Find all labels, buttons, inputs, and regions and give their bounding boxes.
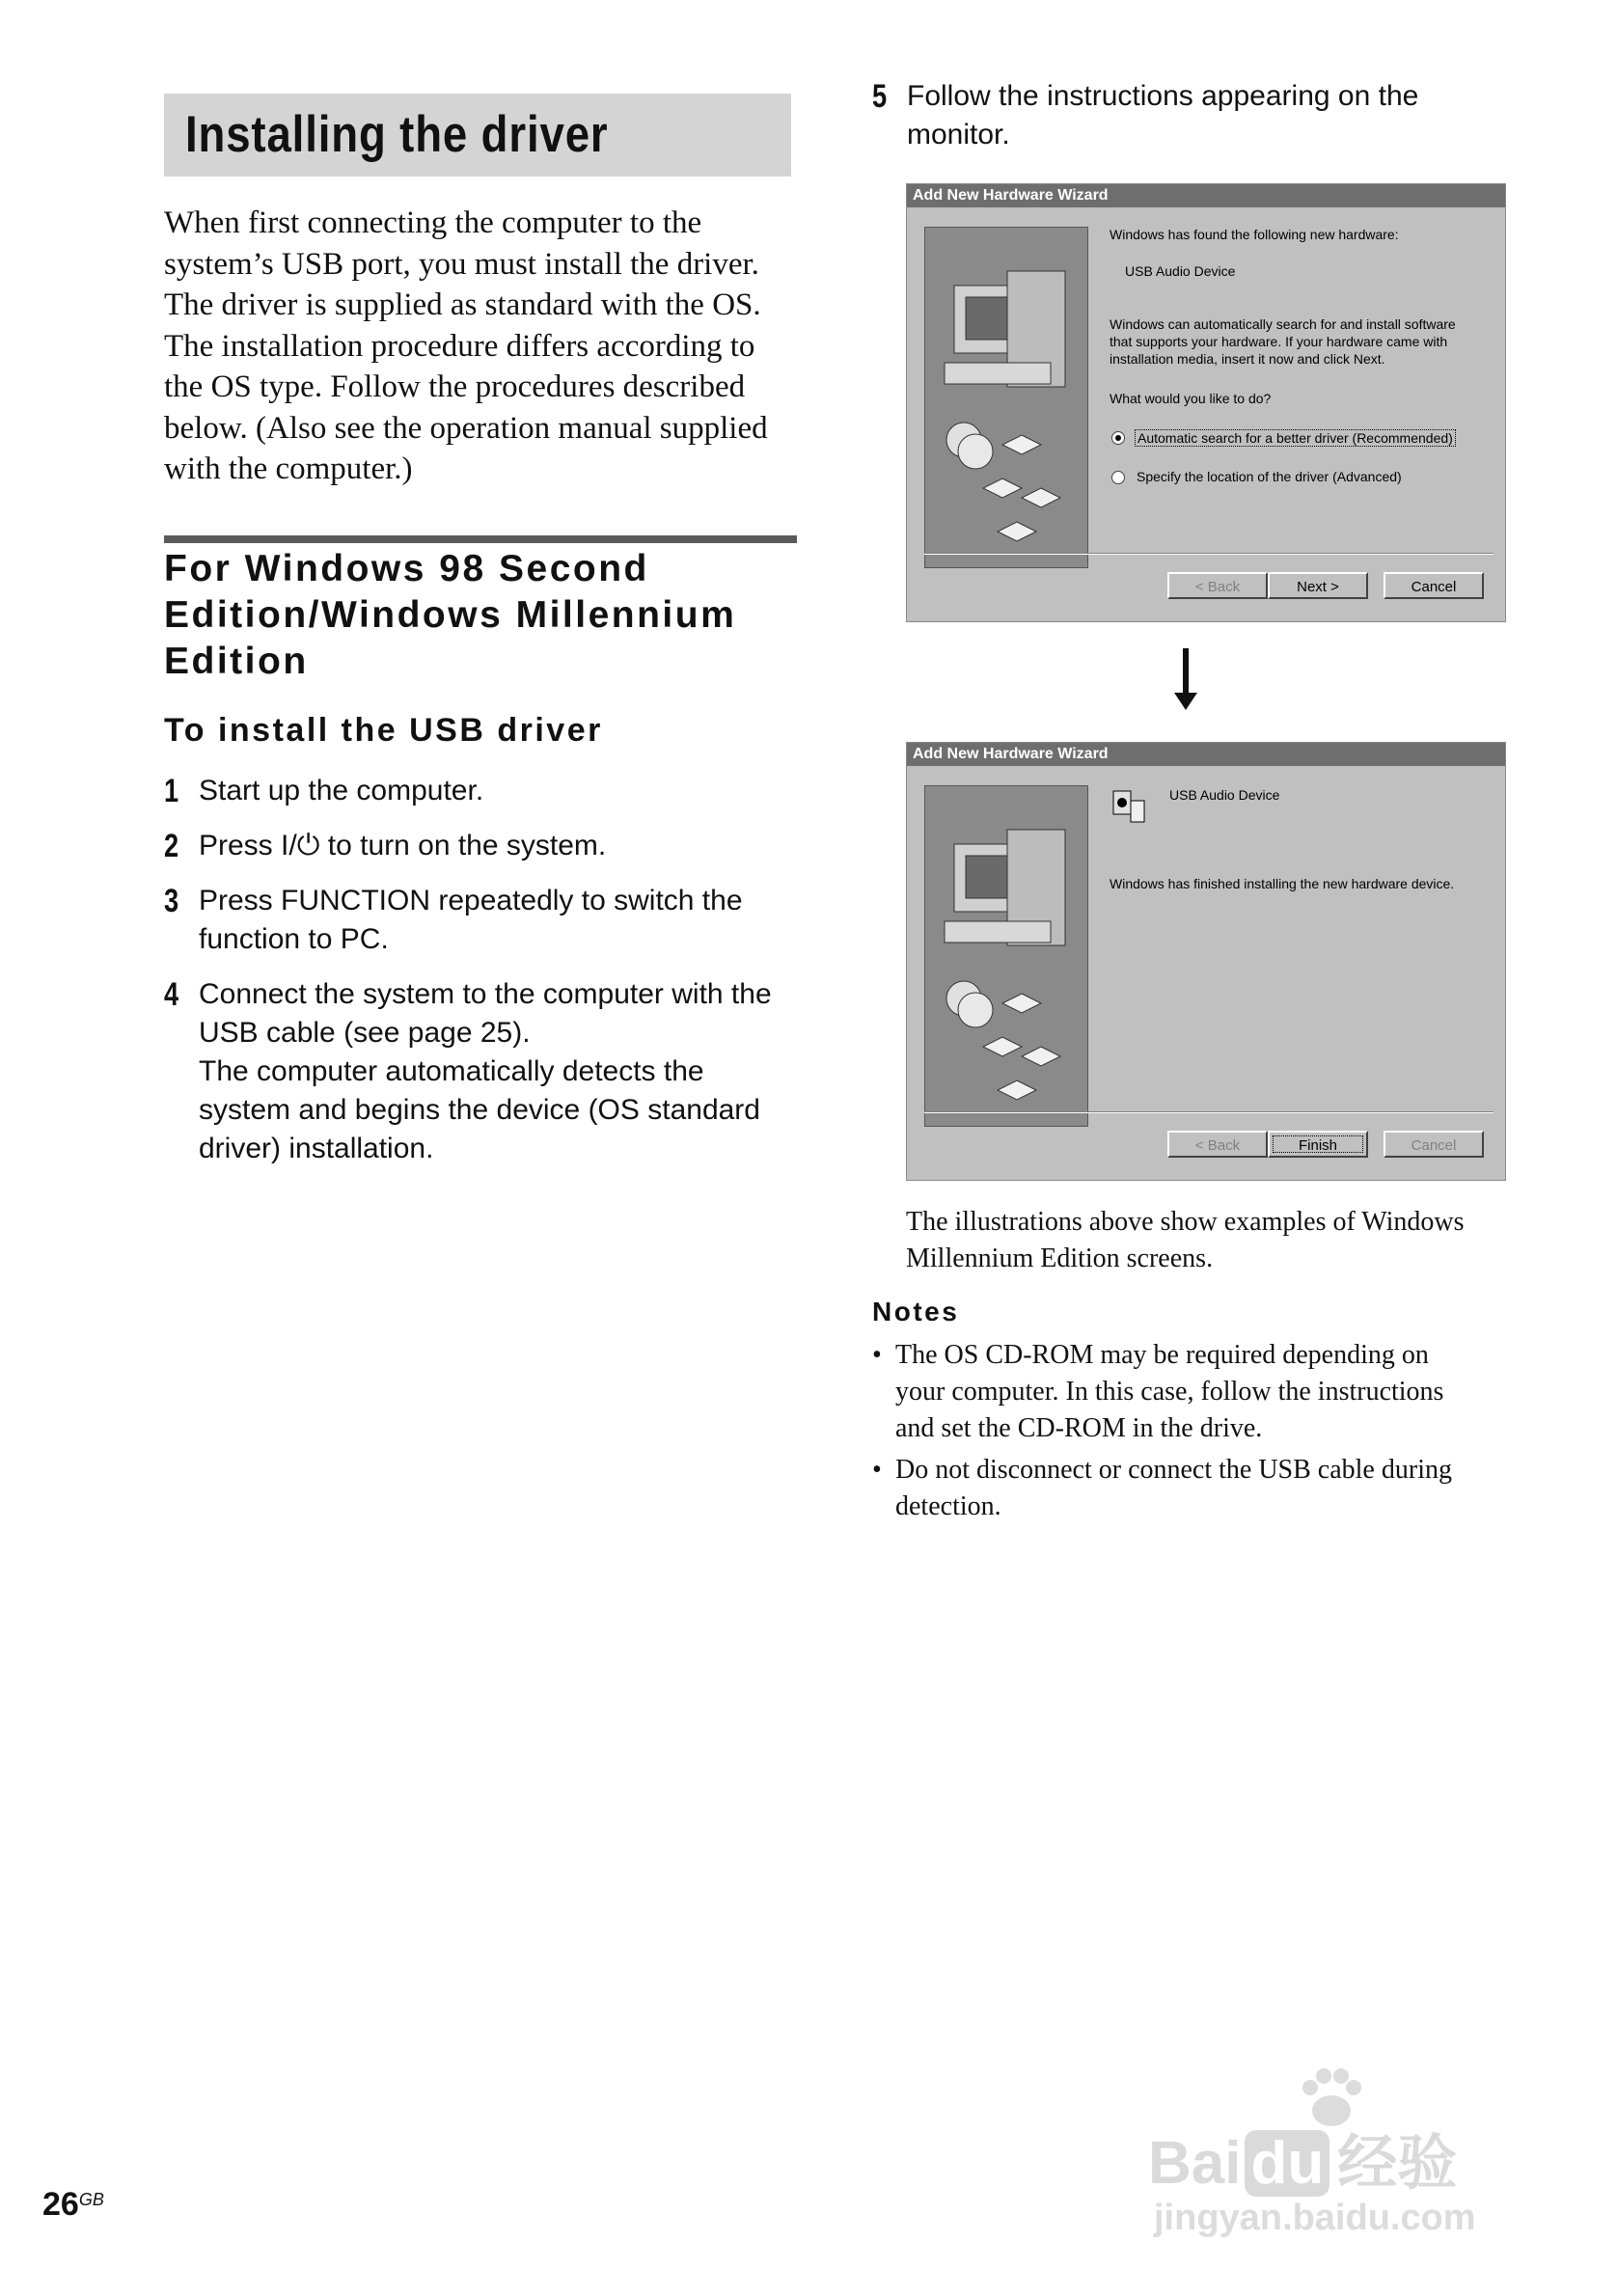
device-name: USB Audio Device	[1125, 263, 1236, 279]
auto-text-line: installation media, insert it now and click Next.	[1110, 351, 1385, 367]
auto-text-line: that supports your hardware. If your hardware came with	[1110, 334, 1448, 349]
question-text: What would you like to do?	[1110, 391, 1272, 406]
note-line: and set the CD-ROM in the drive.	[895, 1413, 1263, 1443]
note-item	[872, 1452, 1509, 1529]
page-region-suffix: GB	[78, 2190, 104, 2209]
radio-auto-search[interactable]	[1111, 431, 1125, 445]
section-title-line: Edition/Windows Millennium	[164, 594, 737, 636]
computer-illustration	[924, 785, 1088, 1127]
watermark-text: Bai	[1148, 2130, 1242, 2197]
computer-illustration	[924, 227, 1088, 568]
section-title	[164, 546, 801, 685]
step-number: 5	[872, 78, 888, 115]
wizard-screenshot-search	[906, 183, 1506, 622]
arrow-head-icon	[1174, 693, 1197, 710]
step-text: Press FUNCTION repeatedly to switch the	[199, 885, 743, 916]
step-text: USB cable (see page 25).	[199, 1017, 531, 1049]
radio-specify-location[interactable]	[1111, 471, 1125, 484]
auto-search-text	[1110, 315, 1456, 368]
step-text: Start up the computer.	[199, 775, 484, 806]
found-text: Windows has found the following new hardware:	[1110, 227, 1399, 242]
section-banner	[164, 94, 791, 177]
wizard-title: Add New Hardware Wizard	[913, 187, 1109, 204]
usb-device-icon	[1110, 785, 1148, 828]
step-text: The computer automatically detects the	[199, 1055, 704, 1087]
computer-cd-icon	[925, 786, 1087, 1126]
option-specify-label[interactable]: Specify the location of the driver (Advanced)	[1137, 469, 1402, 484]
wizard-screenshot-finished	[906, 742, 1506, 1181]
dialog-separator	[924, 553, 1494, 555]
step-text: Connect the system to the computer with the	[199, 978, 772, 1010]
notes-heading: Notes	[872, 1297, 960, 1326]
page-number-value: 26	[42, 2186, 79, 2223]
auto-text-line: Windows can automatically search for and install software	[1110, 316, 1456, 332]
step-text: Follow the instructions appearing on the	[907, 80, 1419, 112]
option-auto-search-label[interactable]: Automatic search for a better driver (Recommended)	[1135, 429, 1456, 447]
intro-line: system’s USB port, you must install the driver.	[164, 246, 759, 282]
bullet: •	[872, 1455, 882, 1485]
page-title: Installing the driver	[185, 106, 609, 163]
step-text: system and begins the device (OS standard	[199, 1094, 760, 1126]
intro-line: The driver is supplied as standard with the OS.	[164, 287, 761, 322]
step-text: monitor.	[907, 119, 1010, 150]
bullet: •	[872, 1340, 882, 1370]
step-number: 3	[164, 883, 179, 919]
finish-button[interactable]: Finish	[1268, 1131, 1368, 1158]
page-number	[42, 2186, 104, 2224]
back-button[interactable]: < Back	[1167, 1131, 1268, 1158]
wizard-titlebar	[907, 184, 1505, 207]
intro-paragraph	[164, 203, 801, 490]
cancel-button[interactable]: Cancel	[1384, 1131, 1484, 1158]
section-title-line: Edition	[164, 641, 309, 682]
finished-text: Windows has finished installing the new hardware device.	[1110, 876, 1455, 891]
section-divider	[164, 535, 797, 543]
device-name: USB Audio Device	[1169, 787, 1280, 803]
intro-line: The installation procedure differs according to	[164, 328, 755, 364]
section-title-line: For Windows 98 Second	[164, 548, 649, 589]
wizard-title: Add New Hardware Wizard	[913, 746, 1109, 762]
step-text: driver) installation.	[199, 1133, 434, 1164]
subsection-title: To install the USB driver	[164, 712, 603, 749]
note-line: your computer. In this case, follow the instructions	[895, 1377, 1444, 1407]
step-number: 4	[164, 976, 179, 1013]
step-text: function to PC.	[199, 923, 389, 955]
intro-line: with the computer.)	[164, 451, 413, 486]
intro-line: below. (Also see the operation manual supplied	[164, 410, 768, 446]
watermark-text: du	[1245, 2130, 1329, 2197]
step-number: 1	[164, 773, 179, 809]
wizard-titlebar	[907, 743, 1505, 766]
dialog-separator	[924, 1111, 1494, 1113]
note-line: detection.	[895, 1491, 1001, 1521]
note-item	[872, 1337, 1509, 1453]
cancel-button[interactable]: Cancel	[1384, 572, 1484, 599]
intro-line: When first connecting the computer to the	[164, 205, 702, 240]
watermark-url: jingyan.baidu.com	[1154, 2198, 1476, 2238]
note-line: The OS CD-ROM may be required depending on	[895, 1340, 1429, 1370]
back-button[interactable]: < Back	[1167, 572, 1268, 599]
arrow-down-icon	[1183, 648, 1189, 697]
step-text: Press I/⏻ to turn on the system.	[199, 830, 607, 861]
watermark-text: 经验	[1337, 2130, 1458, 2197]
computer-cd-icon	[925, 228, 1087, 567]
note-line: Do not disconnect or connect the USB cable during	[895, 1455, 1452, 1485]
caption-line: The illustrations above show examples of Windows	[906, 1207, 1465, 1237]
next-button[interactable]: Next >	[1268, 572, 1368, 599]
step-number: 2	[164, 828, 179, 864]
baidu-watermark	[1148, 2055, 1553, 2248]
intro-line: the OS type. Follow the procedures described	[164, 369, 746, 404]
caption-line: Millennium Edition screens.	[906, 1244, 1214, 1273]
screenshot-caption	[906, 1204, 1514, 1277]
